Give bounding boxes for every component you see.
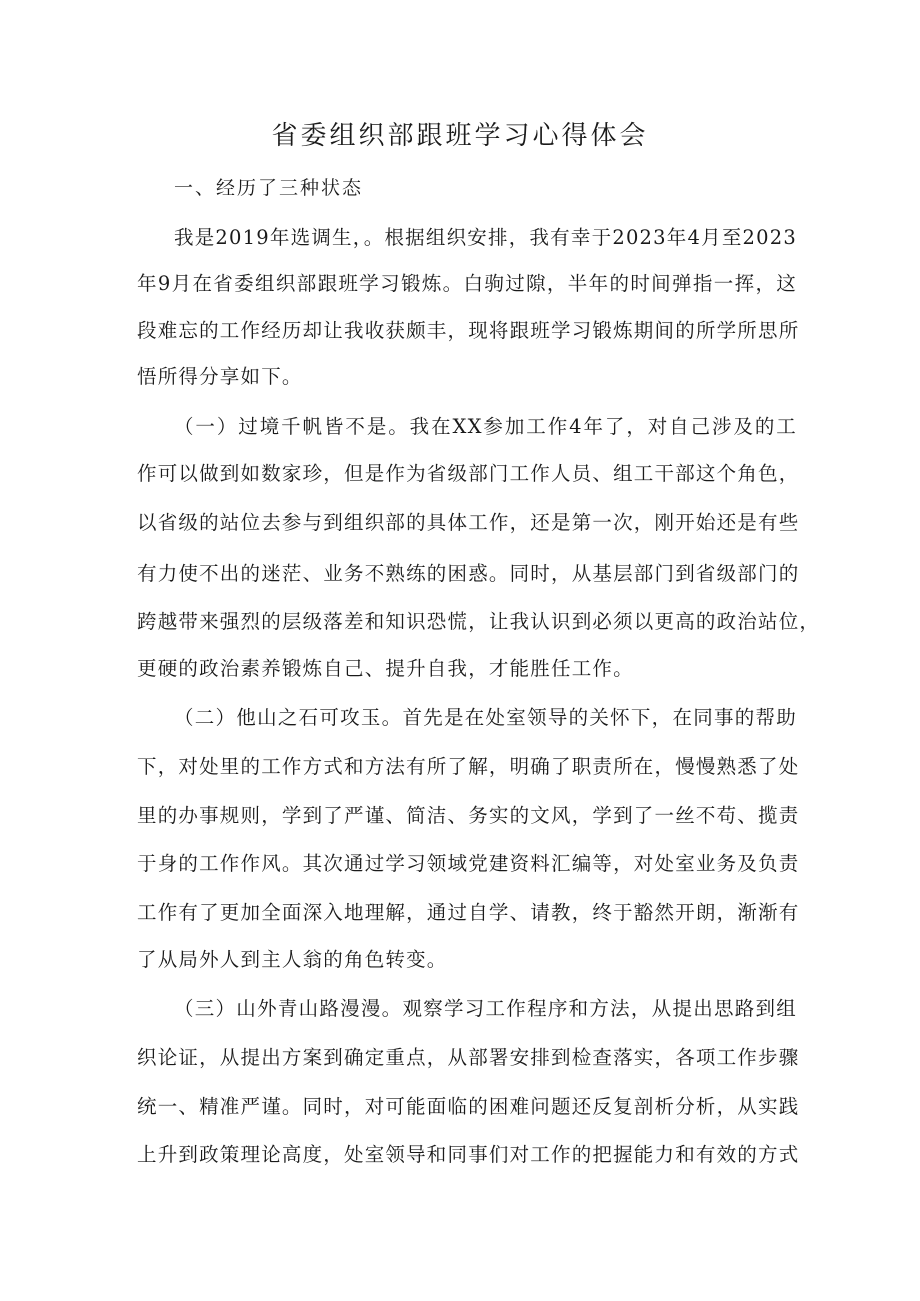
paragraph-line: 上升到政策理论高度，处室领导和同事们对工作的把握能力和有效的方式 — [137, 1143, 800, 1166]
document-title: 省委组织部跟班学习心得体会 — [271, 121, 649, 151]
paragraph-line: 更硬的政治素养锻炼自己、提升自我，才能胜任工作。 — [137, 657, 634, 680]
paragraph-line: 段难忘的工作经历却让我收获颇丰，现将跟班学习锻炼期间的所学所思所 — [137, 319, 800, 342]
paragraph-line: 有力使不出的迷茫、业务不熟练的困惑。同时，从基层部门到省级部门的 — [137, 562, 800, 585]
paragraph-line: 下，对处里的工作方式和方法有所了解，明确了职责所在，慢慢熟悉了处 — [137, 755, 800, 778]
paragraph-line: 悟所得分享如下。 — [137, 365, 303, 388]
paragraph-line: 于身的工作作风。其次通过学习领域党建资料汇编等，对处室业务及负责 — [137, 852, 800, 875]
paragraph-line: 作可以做到如数家珍，但是作为省级部门工作人员、组工干部这个角色， — [137, 462, 800, 485]
paragraph-line: 了从局外人到主人翁的角色转变。 — [137, 948, 448, 971]
paragraph-line: 统一、精准严谨。同时，对可能面临的困难问题还反复剖析分析，从实践 — [137, 1095, 800, 1118]
paragraph-line: （一）过境千帆皆不是。我在XX参加工作4年了，对自己涉及的工 — [174, 415, 797, 438]
paragraph-line: 跨越带来强烈的层级落差和知识恐慌，让我认识到必须以更高的政治站位， — [137, 610, 821, 633]
paragraph-line: 织论证，从提出方案到确定重点，从部署安排到检查落实，各项工作步骤 — [137, 1046, 800, 1069]
paragraph-line: 我是2019年选调生，。根据组织安排，我有幸于2023年4月至2023 — [174, 226, 797, 249]
paragraph-line: 年9月在省委组织部跟班学习锻炼。白驹过隙，半年的时间弹指一挥，这 — [137, 272, 797, 295]
paragraph-line: 里的办事规则，学到了严谨、简洁、务实的文风，学到了一丝不苟、揽责 — [137, 804, 800, 827]
paragraph-line: （三）山外青山路漫漫。观察学习工作程序和方法，从提出思路到组 — [174, 997, 797, 1020]
paragraph-line: 以省级的站位去参与到组织部的具体工作，还是第一次，刚开始还是有些 — [137, 511, 800, 534]
paragraph-line: （二）他山之石可攻玉。首先是在处室领导的关怀下，在同事的帮助 — [174, 706, 797, 729]
section-heading: 一、经历了三种状态 — [174, 177, 364, 199]
paragraph-line: 工作有了更加全面深入地理解，通过自学、请教，终于豁然开朗，渐渐有 — [137, 901, 800, 924]
